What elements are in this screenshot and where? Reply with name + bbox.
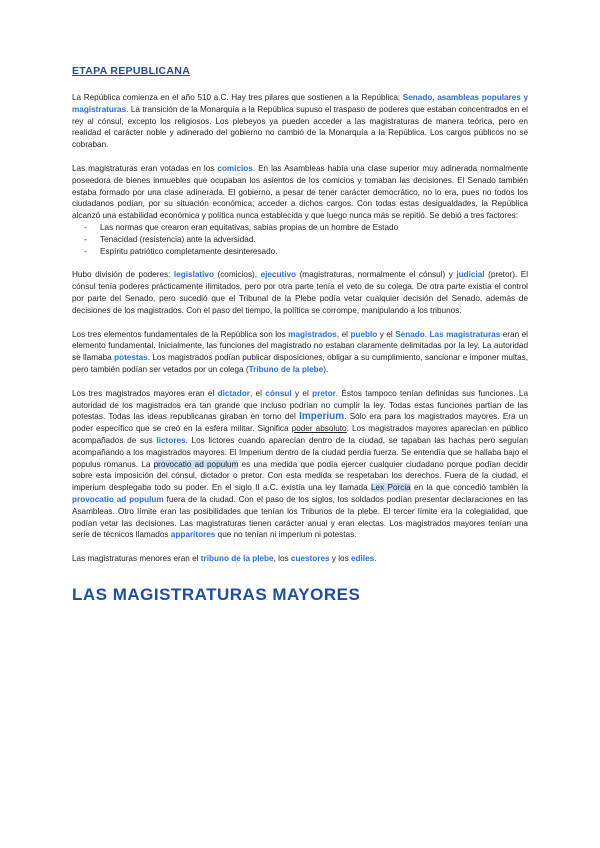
keyword: ejecutivo [260,270,297,280]
section-heading-2: LAS MAGISTRATURAS MAYORES [72,584,361,604]
keyword: tribuno de la plebe [200,554,274,564]
keyword: Senado [395,329,425,339]
text: . Los magistrados mayores aparecían en público acompañados de sus [72,424,529,445]
text: . Éstos tampoco tenían definidas sus funciones. La autoridad de los magistrados era tan grande que incluso podrían no cumplir la ley. Todas estas funciones partían de las potestas. Todas las ideas republicanas giraban en torno del [72,388,529,422]
text: . [374,554,377,564]
text: y el [377,329,396,339]
paragraph-comicios [72,163,528,222]
text: es una medida que podía ejercer cualquier ciudadano porque podían decidir sobre esta imposición del cónsul, dictador o pretor. Con esta medida se respetaban los derechos. Fuera de la ciudad, el imperium desplegaba todo su poder. En el siglo II a.C. existía una ley llamada [72,459,528,493]
text: eran el elemento fundamental. Inicialmente, las funciones del magistrado no estaban claramente delimitadas por la ley. La autoridad se llamaba [72,329,528,363]
text: . [424,329,430,339]
text: Hubo división de poderes: [72,270,174,280]
text: Los tres elementos fundamentales de la República son los [72,329,289,339]
text: , los [273,554,291,564]
text: . La transición de la Monarquía a la República supuso el traspaso de poderes que estaban concentrados en el rey al cónsul, excepto los religiosos. Los plebeyos ya pueden acceder a las magistraturas de manera teórica, pero en realidad el carácter noble y adinerado del gobierno no cambió de la Monarquía a la República. Los cargos públicos no se cobraban. [72,104,528,150]
paragraph-intro [72,92,528,151]
keyword: lictores [156,435,186,445]
text: , el [336,329,351,339]
keyword: cónsul [265,388,292,398]
keyword: legislativo [173,270,214,280]
keyword: Las magistraturas [429,329,501,339]
text: , el [249,388,266,398]
factors-list [72,222,528,257]
keyword: provocatio ad populum [72,494,164,504]
paragraph-magistrates [72,388,528,541]
text: fuera de la ciudad. Con el paso de los siglos, los soldados podían presentar declaraciones en las Asambleas. Otro límite eran las posibilidades que tenían los Tribunos de la plebe. El tercer límite era la colegialidad, que podían vetar las decisiones. Las magistraturas tienen carácter anual y eran electas. Los magistrados mayores tenían una serie de técnicos llamados [72,494,528,540]
paragraph-elements [72,329,528,376]
text: (comicios), [213,270,261,280]
keyword-imperium: Imperium [299,411,345,423]
keyword: dictador [217,388,250,398]
text: en la que concedió también la [410,483,529,493]
text: . En las Asambleas había una clase superior muy adinerada normalmente poseedora de bienes inmuebles que ocupaban los asientos de los comicios y tomaban las decisiones. El Senado también estaba formado por una clase adinerada. El gobierno, a pesar de tener carácter democrático, no lo era, pues no todos los ciudadanos podían, por su situación económica, acceder a dichos cargos. Con todas estas desigualdades, la República alcanzó una estabilidad económica y política nunca establecida y que luego nunca más se repitió. Se debió a tres factores: [72,163,528,221]
text: La República comienza en el año 510 a.C. Hay tres pilares que sostienen a la República: [72,93,403,102]
keyword: potestas [114,353,148,363]
keyword: apparitores [170,530,216,540]
keyword: ediles [350,554,375,564]
text: y el [291,388,313,398]
text: (magistraturas, normalmente el cónsul) y [296,270,457,280]
keyword: magistrados [288,329,337,339]
list-item: - Espíritu patriótico completamente desinteresado. [100,246,528,258]
text: ). [323,364,329,374]
text: (pretor). El cónsul tenía poderes prácticamente ilimitados, pero por otra parte tenía el veto de su colega. De otra parte existía el control por parte del Senado, pero sucedió que el Tribunal de la Plebe podía vetar cualquier decisión del Senado, además de decisiones de los magistrados. Con el paso del tiempo, la política se corrompe, manipulando a los tribunos. [72,270,529,315]
paragraph-powers [72,269,528,316]
keyword: comicios [217,163,253,173]
underlined-text: poder absoluto [291,424,347,434]
keyword: Senado, asambleas populares y magistraturas [72,93,528,114]
text: . Los magistrados podían publicar disposiciones, obligar a su cumplimiento, sancionar e imponer multas, pero también podían ser vetados por un colega ( [72,353,528,374]
text: que no tenían ni imperium ni potestas. [215,530,357,540]
text: . Los lictores cuando aparecían dentro de la ciudad, se tapaban las hachas pero seguían acompañando a los magistrados mayores. El Imperium dentro de la ciudad perdía fuerza. Se entendía que se hallaba bajo el populus romanus. La [72,435,529,469]
list-item: - Las normas que crearon eran equitativas, sabias propias de un hombre de Estado [100,222,528,234]
document-page [72,64,528,605]
keyword: Tribuno de la plebe [248,364,324,374]
keyword: cuestores [290,554,330,564]
keyword: pretor [312,388,336,398]
section-heading: ETAPA REPUBLICANA [72,65,191,77]
list-item: - Tenacidad (resistencia) ante la adversidad. [100,234,528,246]
highlighted-text: Lex Porcia [370,483,411,493]
text: y los [329,554,351,564]
highlighted-text: provocatio ad populum [153,459,239,469]
keyword: judicial [456,270,485,280]
text: Las magistraturas menores eran el [72,554,201,564]
text: Los tres magistrados mayores eran el [72,388,218,398]
text: . Sólo era para los magistrados mayores. Era un poder específico que se creó en la esfera militar. Significa [72,412,528,434]
keyword: pueblo [350,329,378,339]
text: Las magistraturas eran votadas en los [72,163,218,173]
paragraph-minor-magistrates [72,553,528,565]
